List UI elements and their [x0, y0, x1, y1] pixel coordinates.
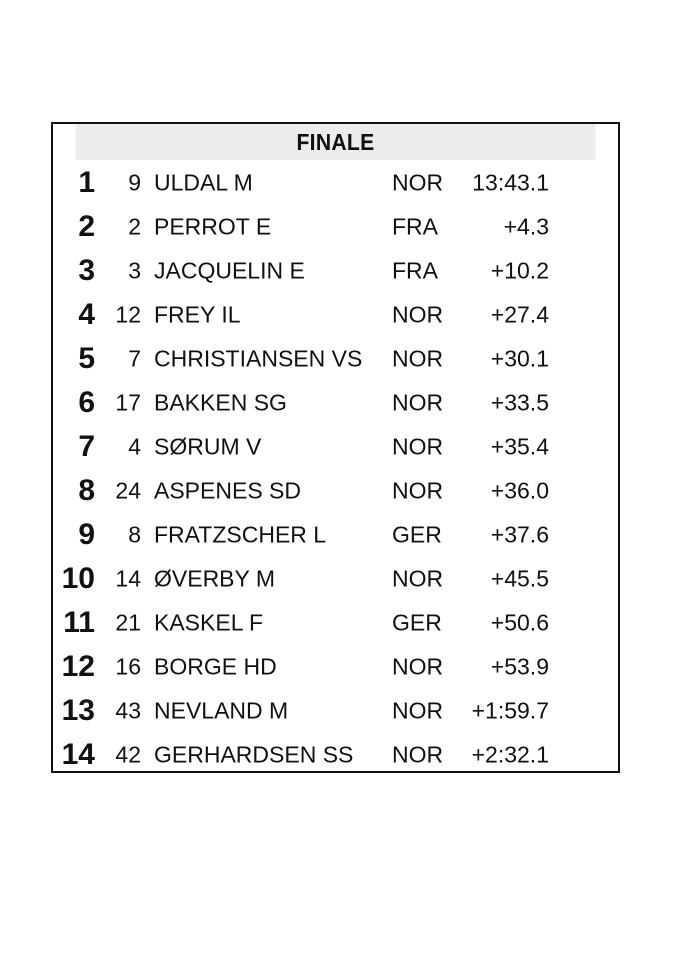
- nation: FRA: [392, 213, 438, 240]
- place: 9: [78, 518, 95, 551]
- table-row: [53, 557, 618, 601]
- time: +4.3: [503, 213, 549, 240]
- table-row: [53, 733, 618, 777]
- table-row: [53, 513, 618, 557]
- time: +50.6: [490, 609, 549, 636]
- bib-number: 7: [128, 345, 141, 372]
- nation: NOR: [392, 565, 444, 592]
- table-row: [53, 425, 618, 469]
- bib-number: 14: [115, 565, 141, 592]
- time: +35.4: [490, 433, 549, 460]
- place: 5: [78, 342, 95, 375]
- time: +1:59.7: [471, 697, 549, 724]
- athlete-name: KASKEL F: [154, 609, 264, 636]
- bib-number: 42: [115, 741, 141, 768]
- table-row: [53, 205, 618, 249]
- athlete-name: FREY IL: [154, 301, 241, 328]
- bib-number: 12: [115, 301, 141, 328]
- place: 8: [78, 474, 95, 507]
- place: 1: [78, 166, 95, 199]
- athlete-name: NEVLAND M: [154, 697, 289, 724]
- time: +36.0: [490, 477, 549, 504]
- place: 12: [61, 650, 95, 683]
- bib-number: 8: [128, 521, 141, 548]
- table-title: FINALE: [76, 124, 596, 160]
- nation: NOR: [392, 301, 444, 328]
- nation: NOR: [392, 477, 444, 504]
- table-row: [53, 249, 618, 293]
- place: 13: [61, 694, 95, 727]
- nation: NOR: [392, 741, 444, 768]
- athlete-name: FRATZSCHER L: [154, 521, 327, 548]
- place: 11: [63, 606, 95, 639]
- athlete-name: BAKKEN SG: [154, 389, 287, 416]
- time: +33.5: [490, 389, 549, 416]
- nation: NOR: [392, 653, 444, 680]
- bib-number: 16: [115, 653, 141, 680]
- athlete-name: BORGE HD: [154, 653, 277, 680]
- table-row: [53, 293, 618, 337]
- athlete-name: SØRUM V: [154, 433, 262, 460]
- time: +27.4: [490, 301, 549, 328]
- athlete-name: CHRISTIANSEN VS: [154, 345, 363, 372]
- bib-number: 4: [128, 433, 141, 460]
- nation: NOR: [392, 389, 444, 416]
- place: 6: [78, 386, 95, 419]
- time: +30.1: [490, 345, 549, 372]
- table-row: [53, 601, 618, 645]
- bib-number: 24: [115, 477, 141, 504]
- table-row: [53, 337, 618, 381]
- athlete-name: JACQUELIN E: [154, 257, 305, 284]
- results-table: [51, 122, 620, 773]
- time: +53.9: [490, 653, 549, 680]
- place: 2: [78, 210, 95, 243]
- athlete-name: PERROT E: [154, 213, 272, 240]
- nation: NOR: [392, 169, 444, 196]
- table-row: [53, 689, 618, 733]
- nation: NOR: [392, 345, 444, 372]
- bib-number: 9: [128, 169, 141, 196]
- place: 7: [78, 430, 95, 463]
- nation: NOR: [392, 697, 444, 724]
- nation: NOR: [392, 433, 444, 460]
- athlete-name: ULDAL M: [154, 169, 253, 196]
- athlete-name: ØVERBY M: [154, 565, 275, 592]
- bib-number: 43: [115, 697, 141, 724]
- time: 13:43.1: [472, 169, 549, 196]
- place: 4: [78, 298, 95, 331]
- bib-number: 17: [115, 389, 141, 416]
- place: 14: [61, 738, 95, 771]
- bib-number: 3: [128, 257, 141, 284]
- bib-number: 21: [115, 609, 141, 636]
- time: +45.5: [490, 565, 549, 592]
- table-row: [53, 381, 618, 425]
- table-row: [53, 469, 618, 513]
- place: 3: [78, 254, 95, 287]
- nation: GER: [392, 609, 442, 636]
- table-row: [53, 161, 618, 205]
- table-row: [53, 645, 618, 689]
- athlete-name: GERHARDSEN SS: [154, 741, 354, 768]
- time: +2:32.1: [471, 741, 549, 768]
- nation: GER: [392, 521, 442, 548]
- athlete-name: ASPENES SD: [154, 477, 301, 504]
- time: +37.6: [490, 521, 549, 548]
- nation: FRA: [392, 257, 438, 284]
- place: 10: [61, 562, 95, 595]
- time: +10.2: [490, 257, 549, 284]
- bib-number: 2: [128, 213, 141, 240]
